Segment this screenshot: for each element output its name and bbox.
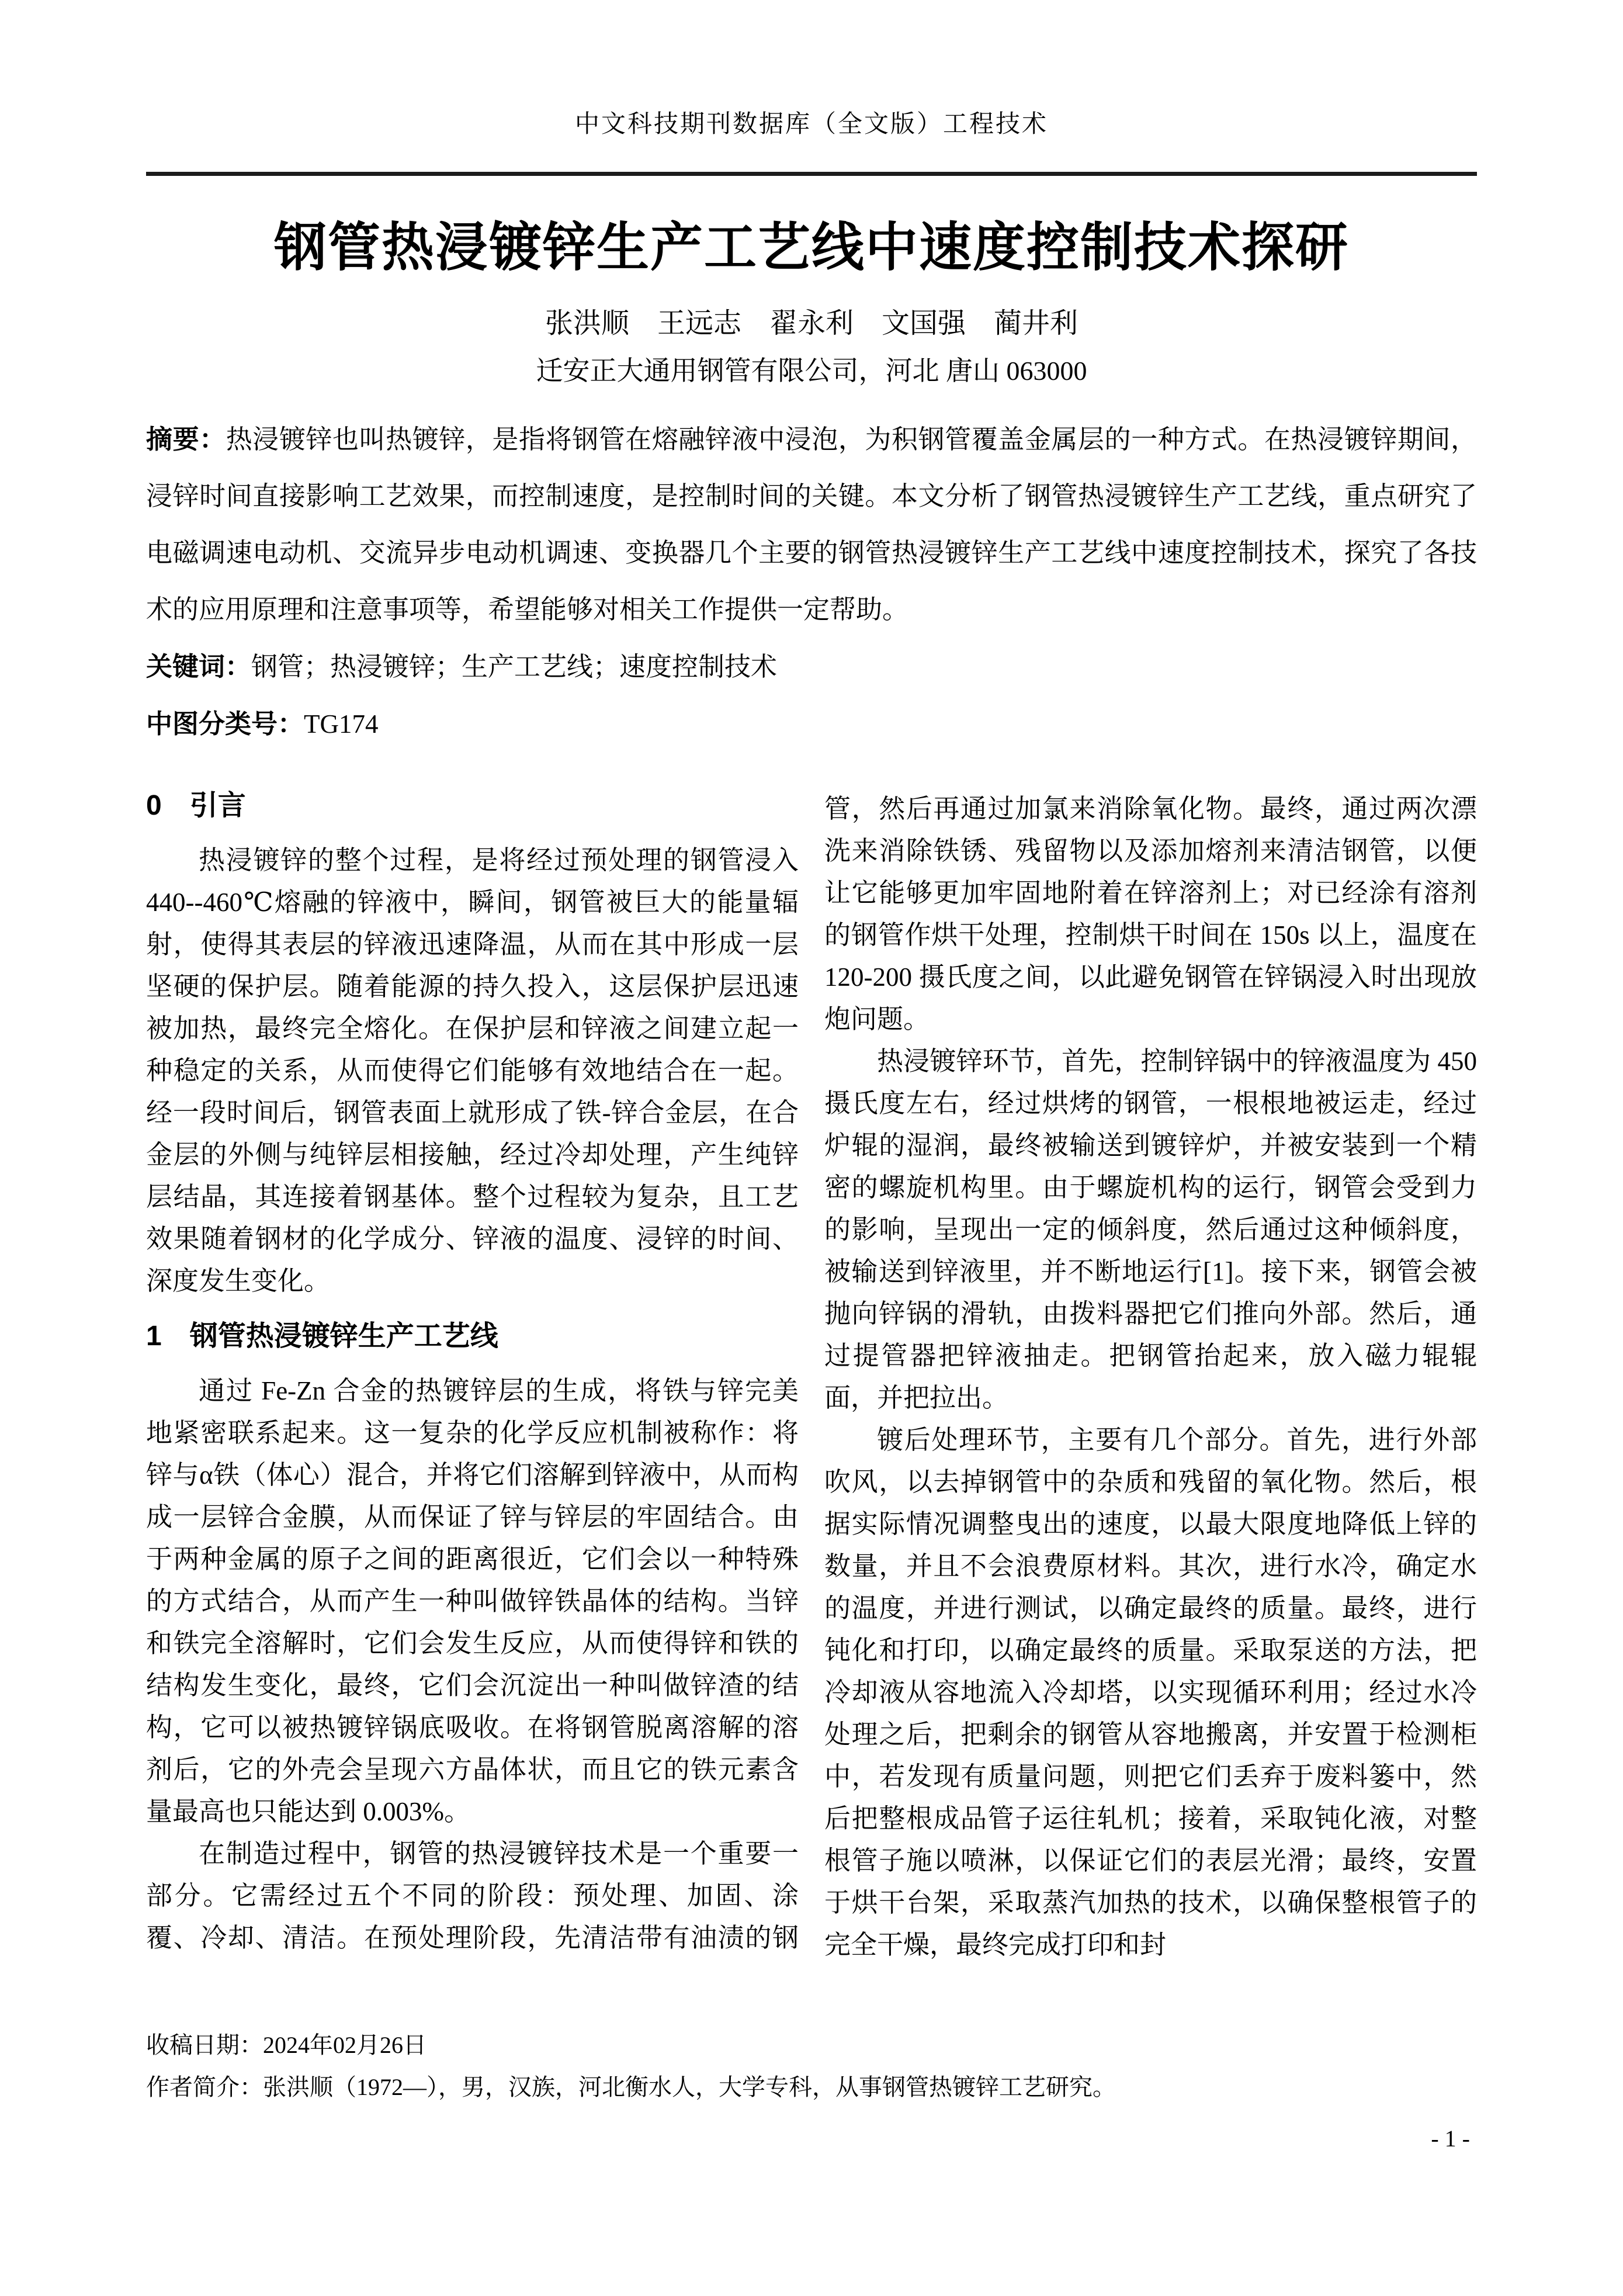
section-1-heading: 1 钢管热浸镀锌生产工艺线: [146, 1321, 498, 1352]
keywords-paragraph: [146, 638, 1477, 695]
footnote: [146, 2024, 1477, 2108]
received-date-value: 2024年02月26日: [263, 2032, 426, 2058]
author-bio-label: 作者简介：: [146, 2074, 263, 2100]
page-title: 钢管热浸镀锌生产工艺线中速度控制技术探研: [274, 219, 1349, 277]
affiliation-line: 迁安正大通用钢管有限公司，河北 唐山 063000: [536, 356, 1087, 386]
section-1-paragraph-2: 热浸镀锌环节，首先，控制锌锅中的锌液温度为 450 摄氏度左右，经过烘烤的钢管，一根根地被运走，经过炉辊的湿润，最终被输送到镀锌炉，并被安装到一个精密的螺旋机构里。由于螺旋机构的运行，钢管会受到力的影响，呈现出一定的倾斜度，然后通过这种倾斜度，被输送到锌液里，并不断地运行[1]。接下来，钢管会被抛向锌锅的滑轨，由拨料器把它们推向外部。然后，通过提管器把锌液抽走。把钢管抬起来，放入磁力辊辊面，并把拉出。: [824, 1047, 1477, 1412]
authors-line: 张洪顺 王远志 翟永利 文国强 蔺井利: [545, 308, 1078, 339]
section-0-paragraph-0: 热浸镀锌的整个过程，是将经过预处理的钢管浸入 440--460℃熔融的锌液中，瞬间，钢管被巨大的能量辐射，使得其表层的锌液迅速降温，从而在其中形成一层坚硬的保护层。随着能源的持久投入，这层保护层迅速被加热，最终完全熔化。在保护层和锌液之间建立起一种稳定的关系，从而使得它们能够有效地结合在一起。经一段时间后，钢管表面上就形成了铁-锌合金层，在合金层的外侧与纯锌层相接触，经过冷却处理，产生纯锌层结晶，其连接着钢基体。整个过程较为复杂，且工艺效果随着钢材的化学成分、锌液的温度、浸锌的时间、深度发生变化。: [146, 846, 799, 1296]
page-number: - 1 -: [1431, 2125, 1470, 2152]
journal-header: 中文科技期刊数据库（全文版）工程技术: [574, 111, 1048, 138]
received-date-label: 收稿日期：: [146, 2032, 263, 2058]
keywords-text: 钢管；热浸镀锌；生产工艺线；速度控制技术: [251, 652, 778, 681]
clc-value: TG174: [304, 709, 379, 739]
section-1-paragraph-3: 镀后处理环节，主要有几个部分。首先，进行外部吹风，以去掉钢管中的杂质和残留的氧化物。然后，根据实际情况调整曳出的速度，以最大限度地降低上锌的数量，并且不会浪费原材料。其次，进行水冷，确定水的温度，并进行测试，以确定最终的质量。最终，进行钝化和打印，以确定最终的质量。采取泵送的方法，把冷却液从容地流入冷却塔，以实现循环利用；经过水冷处理之后，把剩余的钢管从容地搬离，并安置于检测柜中，若发现有质量问题，则把它们丢弃于废料篓中，然后把整根成品管子运往轧机；接着，采取钝化液，对整根管子施以喷淋，以保证它们的表层光滑；最终，安置于烘干台架，采取蒸汽加热的技术，以确保整根管子的完全干燥，最终完成打印和封: [824, 1425, 1477, 1959]
section-0-heading: 0 引言: [146, 790, 246, 821]
clc-paragraph: [146, 695, 1477, 753]
keywords-label: 关键词：: [146, 652, 252, 681]
header-divider: [146, 172, 1477, 176]
footnote-bio: [146, 2066, 1477, 2108]
section-1-paragraph-1: 在制造过程中，钢管的热浸镀锌技术是一个重要一部分。它需经过五个不同的阶段：预处理、加固、涂覆、冷却、清洁。在预处理阶段，先清洁带有油渍的钢管，然后再通过加氯来消除氧化物。最终，通过两次漂洗来消除铁锈、残留物以及添加熔剂来清洁钢管，以便让它能够更加牢固地附着在锌溶剂上；对已经涂有溶剂的钢管作烘干处理，控制烘干时间在 150s 以上，温度在 120-200 摄氏度之间，以此避免钢管在锌锅浸入时出现放炮问题。: [146, 794, 1477, 1952]
footnote-received: [146, 2024, 1477, 2066]
abstract-text: 热浸镀锌也叫热镀锌，是指将钢管在熔融锌液中浸泡，为积钢管覆盖金属层的一种方式。在热浸镀锌期间，浸锌时间直接影响工艺效果，而控制速度，是控制时间的关键。本文分析了钢管热浸镀锌生产工艺线，重点研究了电磁调速电动机、交流异步电动机调速、变换器几个主要的钢管热浸镀锌生产工艺线中速度控制技术，探究了各技术的应用原理和注意事项等，希望能够对相关工作提供一定帮助。: [146, 425, 1477, 624]
author-bio-text: 张洪顺（1972—），男，汉族，河北衡水人，大学专科，从事钢管热镀锌工艺研究。: [263, 2074, 1116, 2100]
body-columns: [146, 788, 1477, 1992]
clc-label: 中图分类号：: [146, 709, 304, 739]
front-matter: [146, 411, 1477, 753]
section-1-paragraph-0: 通过 Fe-Zn 合金的热镀锌层的生成，将铁与锌完美地紧密联系起来。这一复杂的化学反应机制被称作：将锌与α铁（体心）混合，并将它们溶解到锌液中，从而构成一层锌合金膜，从而保证了锌与锌层的牢固结合。由于两种金属的原子之间的距离很近，它们会以一种特殊的方式结合，从而产生一种叫做锌铁晶体的结构。当锌和铁完全溶解时，它们会发生反应，从而使得锌和铁的结构发生变化，最终，它们会沉淀出一种叫做锌渣的结构，它可以被热镀锌锅底吸收。在将钢管脱离溶解的溶剂后，它的外壳会呈现六方晶体状，而且它的铁元素含量最高也只能达到 0.003%。: [146, 1376, 799, 1826]
abstract-label: 摘要：: [146, 424, 226, 454]
abstract-paragraph: [146, 411, 1477, 638]
